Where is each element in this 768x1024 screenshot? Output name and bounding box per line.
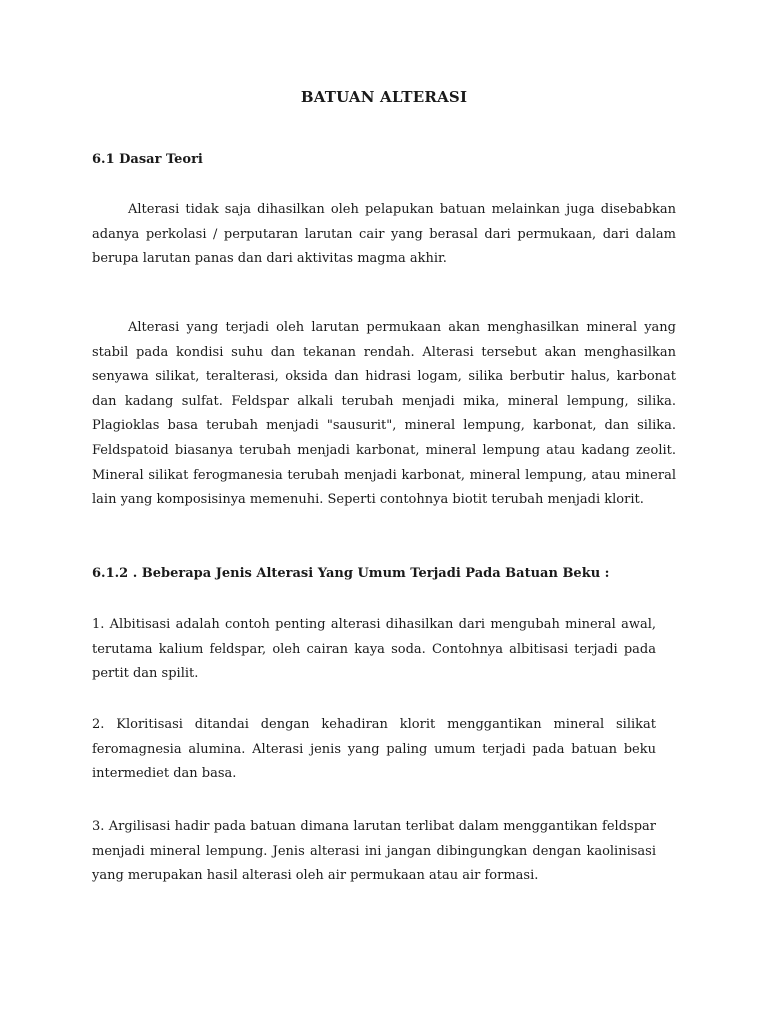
list-item-kloritisasi: 2. Kloritisasi ditandai dengan kehadiran klorit menggantikan mineral silikat feromagnesia alumina. Alterasi jenis yang paling umum terjadi pada batuan beku intermediet dan basa. [92, 717, 656, 782]
document-title: BATUAN ALTERASI [300, 88, 468, 106]
section-heading: 6.1 Dasar Teori [92, 152, 203, 167]
paragraph-alteration: Alterasi yang terjadi oleh larutan permukaan akan menghasilkan mineral yang stabil pada kondisi suhu dan tekanan rendah. Alterasi tersebut akan menghasilkan senyawa silikat, teralterasi, oksida dan hidrasi logam, silika berbutir halus, karbonat dan kadang sulfat. Feldspar alkali terubah menjadi mika, mineral lempung, silika. Plagioklas basa terubah menjadi "sausurit", mineral lempung, karbonat, dan silika. Feldspatoid biasanya terubah menjadi karbonat, mineral lempung atau kadang zeolit. Mineral silikat ferogmanesia terubah menjadi karbonat, mineral lempung, atau mineral lain yang komposisinya memenuhi. Seperti contohnya biotit terubah menjadi klorit. [92, 320, 676, 508]
subsection-heading: 6.1.2 . Beberapa Jenis Alterasi Yang Umum Terjadi Pada Batuan Beku : [92, 566, 610, 581]
paragraph-intro: Alterasi tidak saja dihasilkan oleh pelapukan batuan melainkan juga disebabkan adanya perkolasi / perputaran larutan cair yang berasal dari permukaan, dari dalam berupa larutan panas dan dari aktivitas magma akhir. [92, 202, 676, 267]
list-item-argilisasi: 3. Argilisasi hadir pada batuan dimana larutan terlibat dalam menggantikan feldspar menjadi mineral lempung. Jenis alterasi ini jangan dibingungkan dengan kaolinisasi yang merupakan hasil alterasi oleh air permukaan atau air formasi. [92, 819, 656, 884]
list-item-albitisasi: 1. Albitisasi adalah contoh penting alterasi dihasilkan dari mengubah mineral awal, terutama kalium feldspar, oleh cairan kaya soda. Contohnya albitisasi terjadi pada pertit dan spilit. [92, 617, 656, 682]
